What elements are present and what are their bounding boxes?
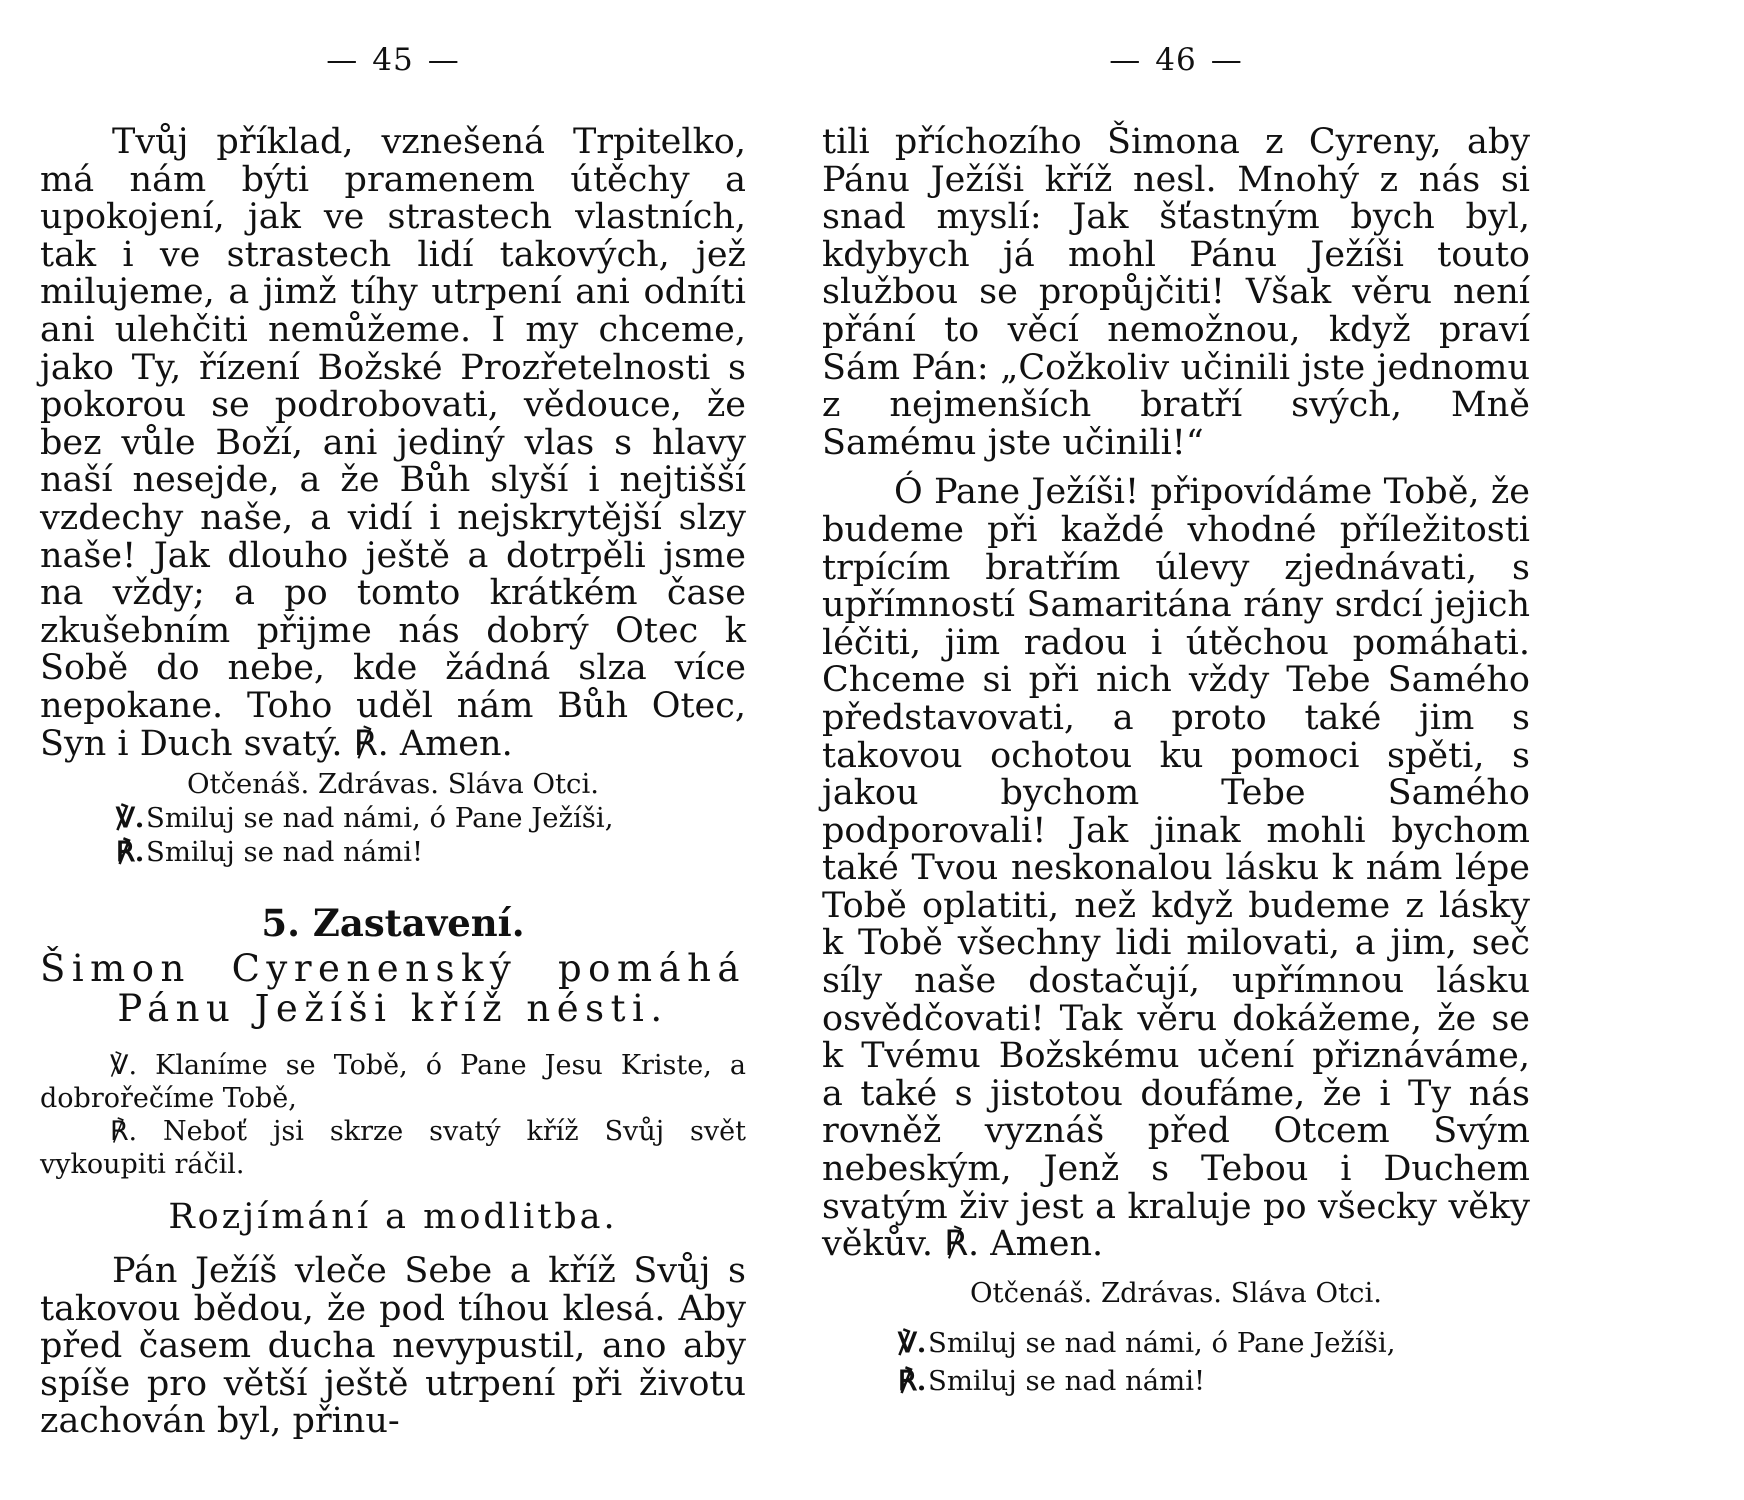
- folio-dash-left: —: [1109, 42, 1142, 78]
- prayer-paragraph: Ó Pane Ježíši! připovídáme Tobě, že budeme při každé vhodné příležitosti trpícím bratřím úlevy zjednávati, s upřímností Samaritána rány srdcí jejich léčiti, jim radou i útěchou pomáhati. Chceme si při nich vždy Tebe Samého představovati, a proto také jim s takovou ochotou ku pomoci spěti, s jakou bychom Tebe Samého podporovali! Jak jinak mohli bychom také Tvou neskonalou lásku k nám lépe Tobě oplatiti, než když budeme z lásky k Tobě všechny lidi milovati, a jim, seč síly naše dostačují, upřímnou lásku osvědčovati! Tak věru dokážeme, že se k Tvému Božskému učení přiznáváme, a také s jistotou doufáme, že i Ty nás rovněž vyznáš před Otcem Svým nebeským, Jenž s Tebou i Duchem svatým živ jest a kraluje po všecky věky věkův. ℟. Amen.: [822, 472, 1530, 1265]
- page-number-45: [40, 42, 746, 78]
- versicle-text: Smiluj se nad námi, ó Pane Ježíši,: [146, 802, 614, 835]
- versicle-line: [40, 801, 746, 835]
- station-heading: 5. Zastavení.: [261, 901, 525, 946]
- adoration-response: ℟. Neboť jsi skrze svatý kříž Svůj svět vykoupiti ráčil.: [40, 1116, 746, 1181]
- versicle-line: [822, 1326, 1530, 1360]
- adoration-versicle: ℣. Klaníme se Tobě, ó Pane Jesu Kriste, a dobrořečíme Tobě,: [40, 1050, 746, 1115]
- response-line: [40, 835, 746, 869]
- folio-dash-right: —: [427, 42, 460, 78]
- folio-dash-right: —: [1210, 42, 1243, 78]
- page-number-text: 45: [372, 42, 414, 78]
- left-page: [40, 0, 746, 1500]
- response-text: Smiluj se nad námi!: [928, 1364, 1206, 1397]
- meditation-paragraph: Pán Ježíš vleče Sebe a kříž Svůj s takovou bědou, že pod tíhou klesá. Aby před časem ducha nevypustil, ano aby spíše pro větší ještě utrpení při životu zachován byl, přinu-: [40, 1251, 746, 1442]
- continuation-paragraph: tili příchozího Šimona z Cyreny, aby Pánu Ježíši kříž nesl. Mnohý z nás si snad myslí: Jak šťastným bych byl, kdybych já mohl Pánu Ježíši touto službou se propůjčiti! Však věru není přání to věcí nemožnou, když praví Sám Pán: „Cožkoliv učinili jste jednomu z nejmenších bratří svých, Mně Samému jste učinili!“: [822, 122, 1530, 463]
- response-text: Smiluj se nad námi!: [146, 836, 424, 869]
- prayers-line: Otčenáš. Zdrávas. Sláva Otci.: [187, 768, 599, 801]
- section-heading: Rozjímání a modlitba.: [168, 1197, 618, 1238]
- meditation-conclusion-paragraph: Tvůj příklad, vznešená Trpitelko, má nám býti pramenem útěchy a upokojení, jak ve strastech vlastních, tak i ve strastech lidí takových, jež milujeme, a jimž tíhy utrpení ani odníti ani ulehčiti nemůžeme. I my chceme, jako Ty, řízení Božské Prozřetelnosti s pokorou se podrobovati, vědouce, že bez vůle Boží, ani jediný vlas s hlavy naší nesejde, a že Bůh slyší i nejtišší vzdechy naše, a vidí i nejskrytější slzy naše! Jak dlouho ještě a dotrpěli jsme na vždy; a po tomto krátkém čase zkušebním přijme nás dobrý Otec k Sobě do nebe, kde žádná slza více nepokane. Toho uděl nám Bůh Otec, Syn i Duch svatý. ℟. Amen.: [40, 122, 746, 764]
- response-line: [822, 1364, 1530, 1398]
- response-mark: ℟.: [116, 836, 145, 869]
- versicle-mark: ℣.: [898, 1326, 927, 1359]
- page-number-text: 46: [1155, 42, 1197, 78]
- versicle-mark: ℣.: [116, 802, 145, 835]
- right-page: [822, 0, 1530, 1500]
- folio-dash-left: —: [326, 42, 359, 78]
- prayers-line: Otčenáš. Zdrávas. Sláva Otci.: [970, 1276, 1382, 1309]
- page-number-46: [822, 42, 1530, 78]
- response-mark: ℟.: [898, 1364, 927, 1397]
- versicle-text: Smiluj se nad námi, ó Pane Ježíši,: [928, 1326, 1396, 1359]
- station-subtitle: Šimon Cyrenenský pomáhá Pánu Ježíši kříž nésti.: [40, 947, 746, 1031]
